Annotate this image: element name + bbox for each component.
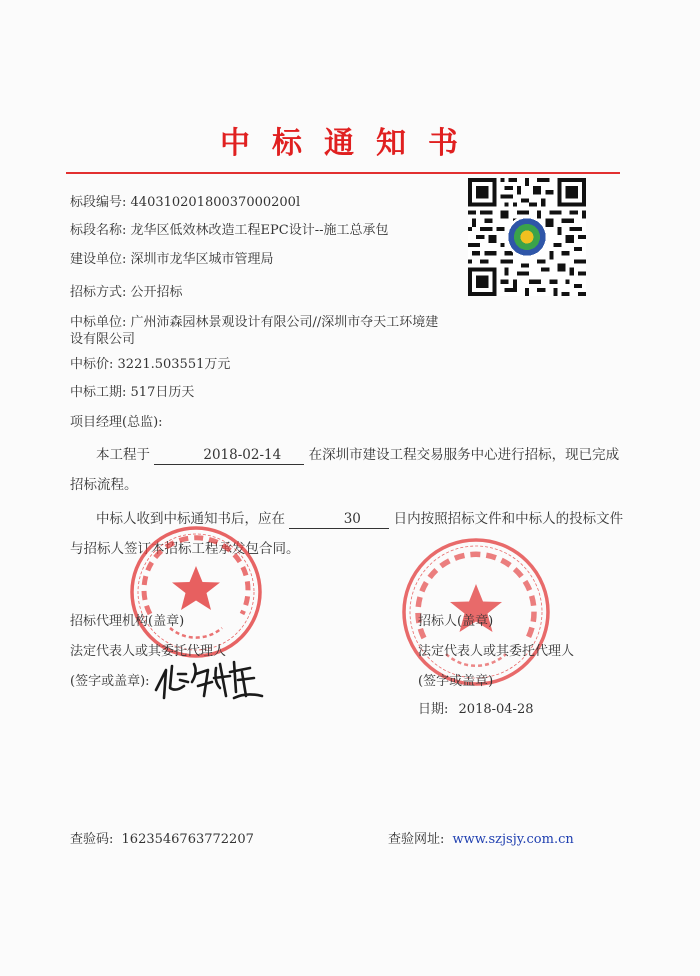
p1-suffix: 在深圳市建设工程交易服务中心进行招标，现已完成招标流程。	[70, 447, 620, 493]
bid-date-value: 2018-02-14	[154, 446, 304, 465]
method-row	[70, 284, 183, 301]
right-rep-label: 法定代表人或其委托代理人	[418, 644, 575, 659]
left-rep-label: 法定代表人或其委托代理人	[70, 644, 227, 659]
date-value: 2018-04-28	[458, 702, 534, 717]
method-value: 公开招标	[130, 285, 183, 300]
builder-label: 建设单位:	[70, 252, 127, 267]
date-row	[418, 698, 533, 717]
builder-value: 深圳市龙华区城市管理局	[130, 252, 274, 267]
period-label: 中标工期:	[70, 385, 127, 400]
check-url-row	[388, 828, 574, 847]
manager-label: 项目经理(总监):	[70, 415, 163, 430]
right-sign-label: (签字或盖章)	[418, 674, 494, 689]
check-url-label: 查验网址:	[388, 832, 445, 847]
date-label: 日期:	[418, 702, 449, 717]
winner-label: 中标单位:	[70, 315, 127, 330]
check-code-value: 1623546763772207	[121, 832, 254, 847]
winner-row	[70, 314, 440, 348]
document-title: 中标通知书	[220, 126, 480, 161]
period-row	[70, 384, 194, 401]
section-name-label: 标段名称:	[70, 223, 127, 238]
check-code-label: 查验码:	[70, 832, 114, 847]
p1-prefix: 本工程于	[96, 447, 150, 463]
tenderer-seal-label: 招标人(盖章)	[418, 614, 494, 629]
left-sign-label: (签字或盖章):	[70, 674, 150, 689]
handwritten-signature	[150, 652, 268, 704]
title-divider	[66, 172, 620, 174]
section-number-value: 44031020180037000200l	[130, 195, 301, 210]
winner-value: 广州沛森园林景观设计有限公司//深圳市夺天工环境建设有限公司	[70, 315, 439, 347]
p2-prefix: 中标人收到中标通知书后，应在	[96, 511, 285, 527]
check-code-row	[70, 828, 254, 847]
agency-seal-label: 招标代理机构(盖章)	[70, 614, 185, 629]
p2-suffix: 日内按照招标文件和中标人的投标文件与招标人签订本招标工程承发包合同。	[70, 511, 624, 557]
qr-code-icon	[468, 178, 586, 296]
section-number-row	[70, 194, 300, 211]
section-name-row	[70, 222, 389, 239]
price-value: 3221.503551万元	[117, 357, 231, 372]
check-url-link[interactable]: www.szjsjy.com.cn	[452, 832, 574, 847]
price-row	[70, 356, 230, 373]
period-value: 517日历天	[130, 385, 195, 400]
method-label: 招标方式:	[70, 285, 127, 300]
builder-row	[70, 251, 274, 268]
contract-days-value: 30	[289, 510, 389, 529]
section-number-label: 标段编号:	[70, 195, 127, 210]
paragraph-bid-date	[70, 440, 630, 500]
price-label: 中标价:	[70, 357, 114, 372]
section-name-value: 龙华区低效林改造工程EPC设计--施工总承包	[130, 223, 389, 238]
manager-row	[70, 414, 163, 431]
